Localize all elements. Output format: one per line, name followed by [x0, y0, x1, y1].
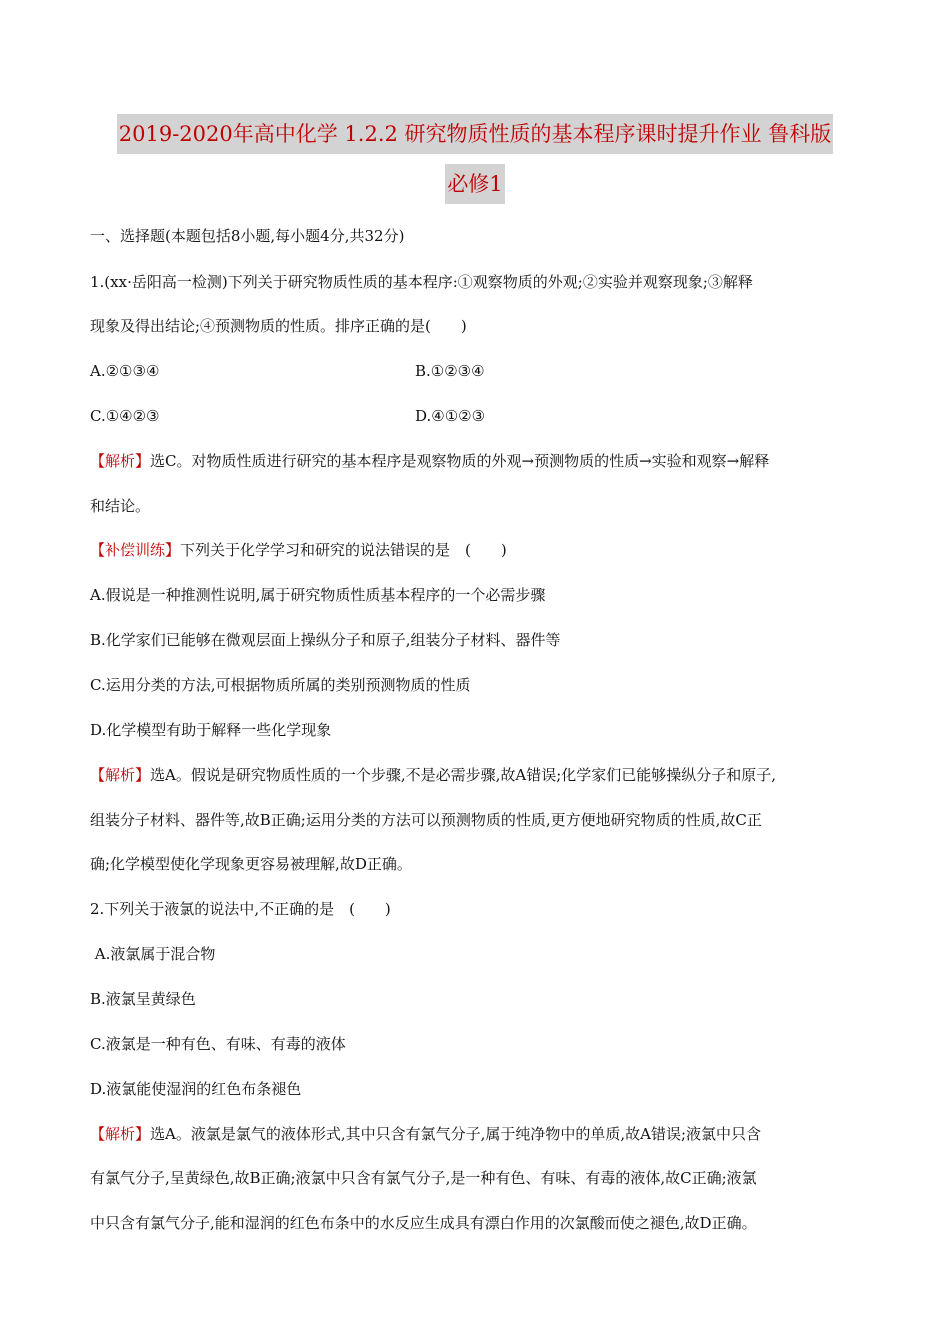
q1-stem-line-1: 1.(xx·岳阳高一检测)下列关于研究物质性质的基本程序:①观察物质的外观;②实验并观察现象;③解释 [90, 273, 753, 291]
q2-analysis-tag: 【解析】 [90, 1125, 151, 1143]
supplement-analysis-line-3: 确;化学模型使化学现象更容易被理解,故D正确。 [90, 855, 412, 873]
q2-option-c: C.液氯是一种有色、有味、有毒的液体 [90, 1035, 346, 1053]
supplement-option-c: C.运用分类的方法,可根据物质所属的类别预测物质的性质 [90, 676, 471, 694]
supplement-option-b: B.化学家们已能够在微观层面上操纵分子和原子,组装分子材料、器件等 [90, 631, 561, 649]
q2-analysis-line-3: 中只含有氯气分子,能和湿润的红色布条中的水反应生成具有漂白作用的次氯酸而使之褪色,故D正确。 [90, 1214, 757, 1232]
supplement-option-d: D.化学模型有助于解释一些化学现象 [90, 721, 332, 739]
q1-option-d: D.④①②③ [415, 407, 486, 425]
document-title-line-1: 2019-2020年高中化学 1.2.2 研究物质性质的基本程序课时提升作业 鲁科版 [0, 114, 950, 154]
q1-analysis-line-1: 【解析】选C。对物质性质进行研究的基本程序是观察物质的外观→预测物质的性质→实验和观察→解释 [90, 452, 770, 470]
supplement-tag: 【补偿训练】 [90, 541, 181, 559]
q2-analysis-line-2: 有氯气分子,呈黄绿色,故B正确;液氯中只含有氯气分子,是一种有色、有味、有毒的液体,故C正确;液氯 [90, 1169, 757, 1187]
supplement-stem: 【补偿训练】下列关于化学学习和研究的说法错误的是 ( ) [90, 541, 507, 559]
supplement-analysis-line-2: 组装分子材料、器件等,故B正确;运用分类的方法可以预测物质的性质,更方便地研究物质的性质,故C正 [90, 811, 762, 829]
q1-option-b: B.①②③④ [415, 362, 485, 380]
q2-stem: 2.下列关于液氯的说法中,不正确的是 ( ) [90, 900, 391, 918]
supplement-analysis-line-1: 【解析】选A。假说是研究物质性质的一个步骤,不是必需步骤,故A错误;化学家们已能够操纵分子和原子, [90, 766, 777, 784]
q1-option-row-1 [90, 361, 485, 381]
q1-analysis-tag: 【解析】 [90, 452, 151, 470]
q1-stem-line-2: 现象及得出结论;④预测物质的性质。排序正确的是( ) [90, 317, 467, 335]
q1-option-c: C.①④②③ [90, 407, 160, 425]
q1-analysis-line-2: 和结论。 [90, 497, 151, 515]
supplement-option-a: A.假说是一种推测性说明,属于研究物质性质基本程序的一个必需步骤 [90, 586, 546, 604]
q2-option-b: B.液氯呈黄绿色 [90, 990, 196, 1008]
section-heading: 一、选择题(本题包括8小题,每小题4分,共32分) [90, 227, 405, 245]
q1-option-a: A.②①③④ [90, 362, 160, 380]
q2-option-a: A.液氯属于混合物 [90, 945, 216, 963]
supplement-analysis-tag: 【解析】 [90, 766, 151, 784]
q2-option-d: D.液氯能使湿润的红色布条褪色 [90, 1080, 302, 1098]
q2-analysis-line-1: 【解析】选A。液氯是氯气的液体形式,其中只含有氯气分子,属于纯净物中的单质,故A错误;液氯中只含 [90, 1125, 762, 1143]
q1-option-row-2 [90, 406, 486, 426]
document-title-line-2: 必修1 [0, 164, 950, 204]
